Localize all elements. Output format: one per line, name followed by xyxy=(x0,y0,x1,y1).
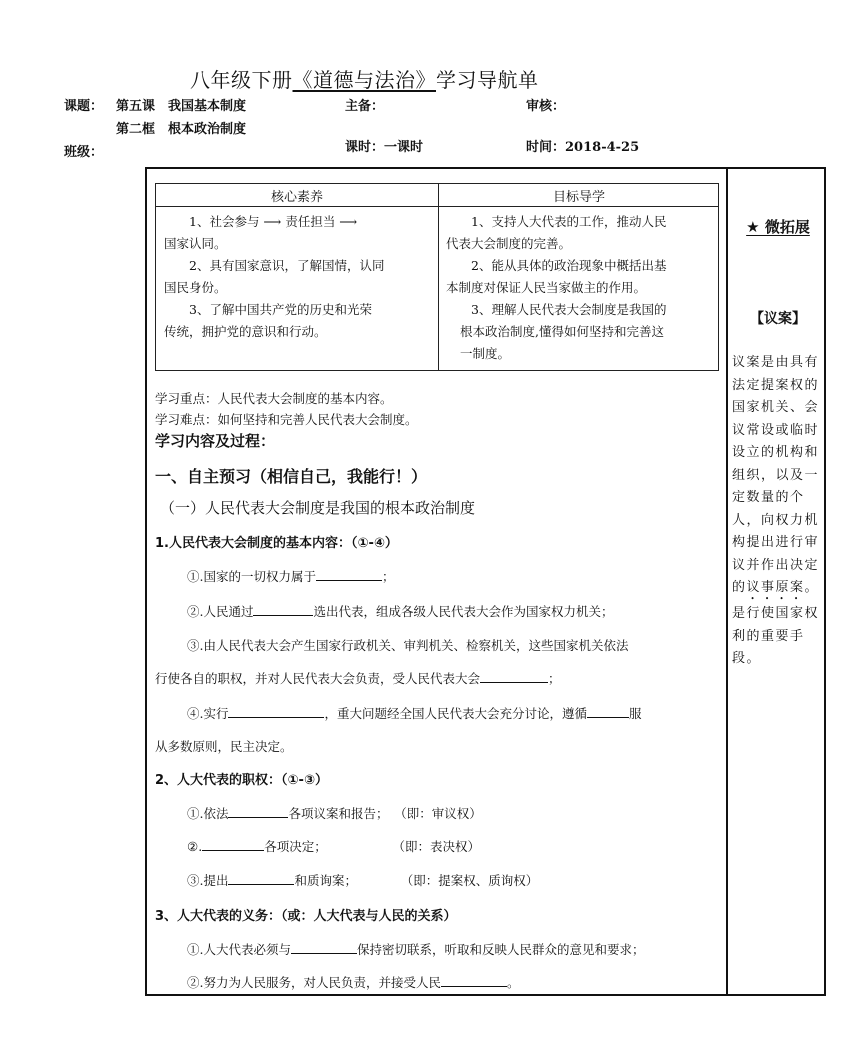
time-field: 时间：2018-4-25 xyxy=(526,140,640,155)
sidebar-title: ★ 微拓展 xyxy=(746,218,810,236)
sidebar-label: 【议案】 xyxy=(750,311,806,327)
goal-item-2-cont: 本制度对保证人民当家做主的作用。 xyxy=(446,280,647,295)
fill-blank[interactable] xyxy=(441,973,507,987)
fill-blank[interactable] xyxy=(587,704,629,718)
fill-blank[interactable] xyxy=(202,837,264,851)
fill-blank[interactable] xyxy=(291,940,357,954)
goal-guide-header: 目标导学 xyxy=(552,190,605,205)
goal-item-3: 3、理解人民代表大会制度是我国的 xyxy=(471,302,667,317)
lesson-label: 课题： xyxy=(64,99,104,114)
core-item-2: 2、具有国家意识，了解国情，认同 xyxy=(189,258,385,273)
core-literacy-cell xyxy=(164,211,434,343)
period-text: 课时：一课时 xyxy=(345,140,424,155)
q3-title: 3、人大代表的义务：（或：人大代表与人民的关系） xyxy=(155,909,457,924)
class-label: 班级： xyxy=(64,145,104,160)
q1-item-2: ②.人民通过 选出代表，组成各级人民代表大会作为国家权力机关； xyxy=(187,604,614,619)
goal-item-3-end: 一制度。 xyxy=(460,346,511,361)
fill-blank[interactable] xyxy=(228,871,294,885)
q2-title: 2、人大代表的职权：（①-③） xyxy=(155,773,328,788)
q1-item-1: ①.国家的一切权力属于 ； xyxy=(187,569,395,584)
host-label: 主备： xyxy=(345,99,385,114)
q2-item-3: ③.提出 和质询案； （即：提案权、质询权） xyxy=(187,873,539,888)
core-item-1: 1、社会参与 ⟶ 责任担当 ⟶ xyxy=(189,214,358,229)
lesson-line2: 第二框 根本政治制度 xyxy=(116,122,247,137)
fill-blank[interactable] xyxy=(480,669,548,683)
page-title: 八年级下册《道德与法治》学习导航单 xyxy=(190,68,539,92)
fill-blank[interactable] xyxy=(253,602,313,616)
core-item-1-cont: 国家认同。 xyxy=(164,236,227,251)
fill-blank[interactable] xyxy=(316,567,382,581)
q3-item-2: ②.努力为人民服务，对人民负责，并接受人民 。 xyxy=(187,975,520,990)
lesson-line1: 第五课 我国基本制度 xyxy=(116,99,247,114)
goal-item-2: 2、能从具体的政治现象中概括出基 xyxy=(471,258,667,273)
study-focus: 学习重点：人民代表大会制度的基本内容。 xyxy=(155,391,393,406)
goals-table-column-divider xyxy=(438,184,439,370)
q2-item-2: ②. 各项决定； （即：表决权） xyxy=(187,839,480,854)
q2-item-1: ①.依法 各项议案和报告； （即：审议权） xyxy=(187,806,482,821)
process-heading: 学习内容及过程： xyxy=(155,432,276,450)
study-difficulty: 学习难点：如何坚持和完善人民代表大会制度。 xyxy=(155,412,418,427)
goal-guide-cell xyxy=(446,211,716,365)
subsection-heading: （一）人民代表大会制度是我国的根本政治制度 xyxy=(160,499,476,517)
sidebar-body: 议案是由具有法定提案权的国家机关、会议常设或临时设立的机构和组织，以及一定数量的个人，向权力机构提出进行审议并作出决定的议事原案。是行使国家权利的重要手段。 xyxy=(732,355,820,666)
q3-item-1: ①.人大代表必须与 保持密切联系，听取和反映人民群众的意见和要求； xyxy=(187,942,645,957)
goal-item-1: 1、支持人大代表的工作，推动人民 xyxy=(471,214,667,229)
goal-item-1-cont: 代表大会制度的完善。 xyxy=(446,236,572,251)
core-item-3: 3、了解中国共产党的历史和光荣 xyxy=(189,302,372,317)
fill-blank[interactable] xyxy=(228,804,288,818)
q1-item-3: ③.由人民代表大会产生国家行政机关、审判机关、检察机关，这些国家机关依法 xyxy=(187,638,629,653)
core-literacy-header: 核心素养 xyxy=(270,190,323,205)
goals-table xyxy=(155,183,719,371)
goal-item-3-cont: 根本政治制度,懂得如何坚持和完善这 xyxy=(460,324,664,339)
reviewer-label: 审核： xyxy=(526,99,566,114)
q1-title: 1.人民代表大会制度的基本内容：（①-④） xyxy=(155,536,398,551)
fill-blank[interactable] xyxy=(228,704,324,718)
section-heading: 一、自主预习（相信自己，我能行！） xyxy=(155,467,428,486)
q1-item-4: ④.实行 ，重大问题经全国人民代表大会充分讨论，遵循 服 xyxy=(187,706,642,721)
q1-item-4-cont: 从多数原则，民主决定。 xyxy=(155,739,293,754)
q1-item-3-cont: 行使各自的职权，并对人民代表大会负责，受人民代表大会 ； xyxy=(155,671,561,686)
core-item-3-cont: 传统，拥护党的意识和行动。 xyxy=(164,324,327,339)
core-item-2-cont: 国民身份。 xyxy=(164,280,227,295)
sidebar-divider xyxy=(726,167,728,996)
